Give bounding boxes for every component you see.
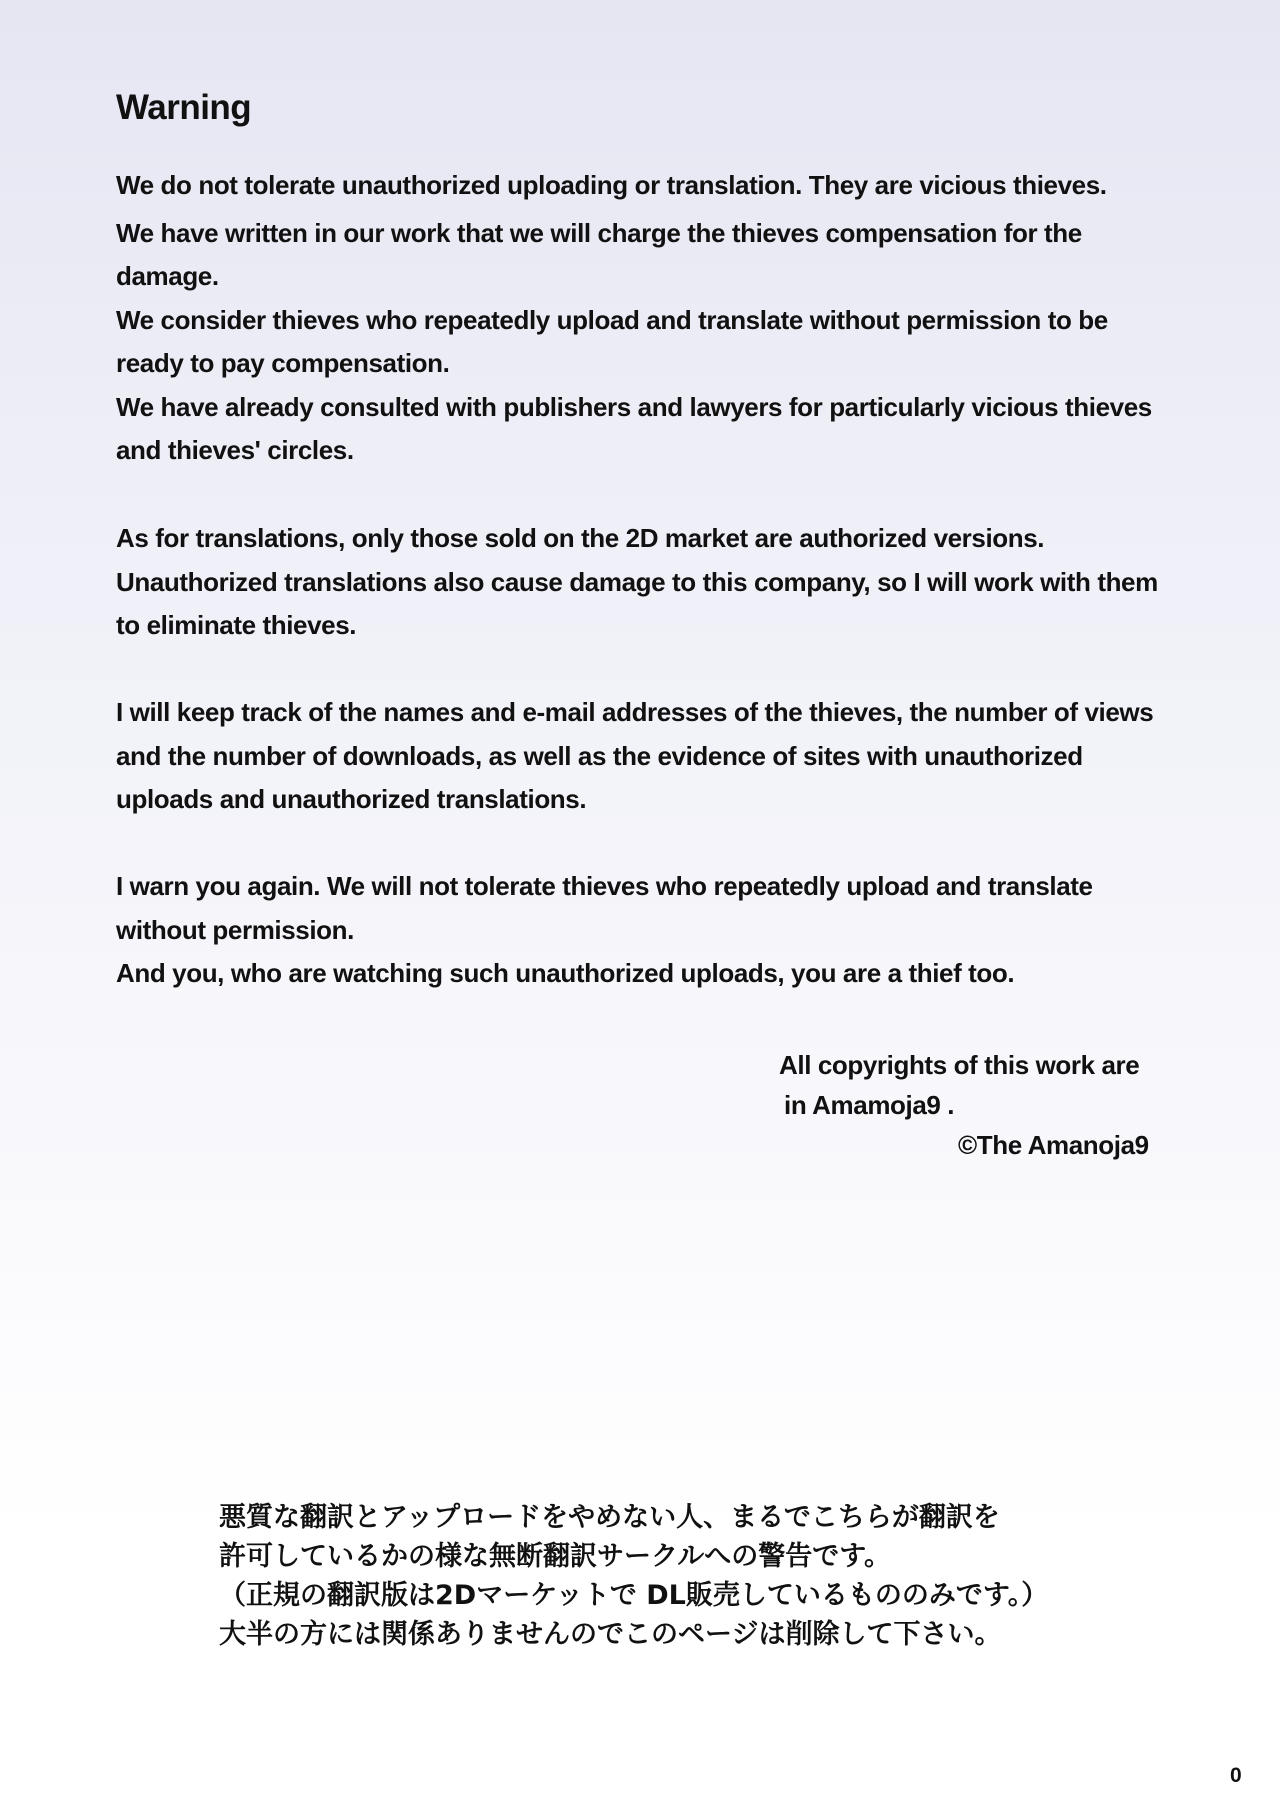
japanese-notice-line: （正規の翻訳版は2Dマーケットで DL販売しているもののみです。） bbox=[219, 1580, 1049, 1611]
japanese-notice-line: 許可しているかの様な無断翻訳サークルへの警告です。 bbox=[219, 1541, 892, 1572]
text-line: ready to pay compensation. bbox=[116, 348, 450, 378]
page-number: 0 bbox=[1230, 1764, 1242, 1787]
text-line: We do not tolerate unauthorized uploading or translation. They are vicious thieves. bbox=[116, 170, 1107, 200]
text-line: without permission. bbox=[116, 914, 354, 945]
japanese-notice bbox=[219, 1498, 1048, 1654]
text-line: I will keep track of the names and e-mail addresses of the thieves, the number of views bbox=[116, 697, 1154, 727]
text-line: and the number of downloads, as well as the evidence of sites with unauthorized bbox=[116, 740, 1083, 771]
text-line: damage. bbox=[116, 261, 219, 291]
copyright-owner: ©The Amanoja9 bbox=[958, 1130, 1149, 1160]
text-line: We have already consulted with publishers and lawyers for particularly vicious thieves bbox=[116, 391, 1152, 422]
text-line: We have written in our work that we will charge the thieves compensation for the bbox=[116, 217, 1082, 248]
copyright-line-1: All copyrights of this work are bbox=[779, 1050, 1140, 1080]
text-line: And you, who are watching such unauthorized uploads, you are a thief too. bbox=[116, 958, 1015, 988]
warning-paragraph-3 bbox=[116, 691, 1176, 822]
text-line: We consider thieves who repeatedly upload and translate without permission to be bbox=[116, 304, 1108, 335]
text-line: I warn you again. We will not tolerate thieves who repeatedly upload and translate bbox=[116, 871, 1093, 901]
warning-paragraph-4 bbox=[116, 865, 1176, 996]
text-line: As for translations, only those sold on the 2D market are authorized versions. bbox=[116, 523, 1045, 553]
japanese-notice-line: 悪質な翻訳とアップロードをやめない人、まるでこちらが翻訳を bbox=[219, 1502, 1000, 1533]
copyright-line-2: in Amamoja9 . bbox=[784, 1090, 955, 1120]
warning-paragraph-1 bbox=[116, 164, 1176, 473]
text-line: and thieves' circles. bbox=[116, 435, 354, 465]
text-line: uploads and unauthorized translations. bbox=[116, 784, 587, 814]
page-title: Warning bbox=[116, 88, 252, 127]
text-line: to eliminate thieves. bbox=[116, 610, 357, 640]
japanese-notice-line: 大半の方には関係ありませんのでこのページは削除して下さい。 bbox=[219, 1619, 1002, 1650]
text-line: Unauthorized translations also cause damage to this company, so I will work with them bbox=[116, 566, 1158, 597]
warning-paragraph-2 bbox=[116, 517, 1176, 648]
